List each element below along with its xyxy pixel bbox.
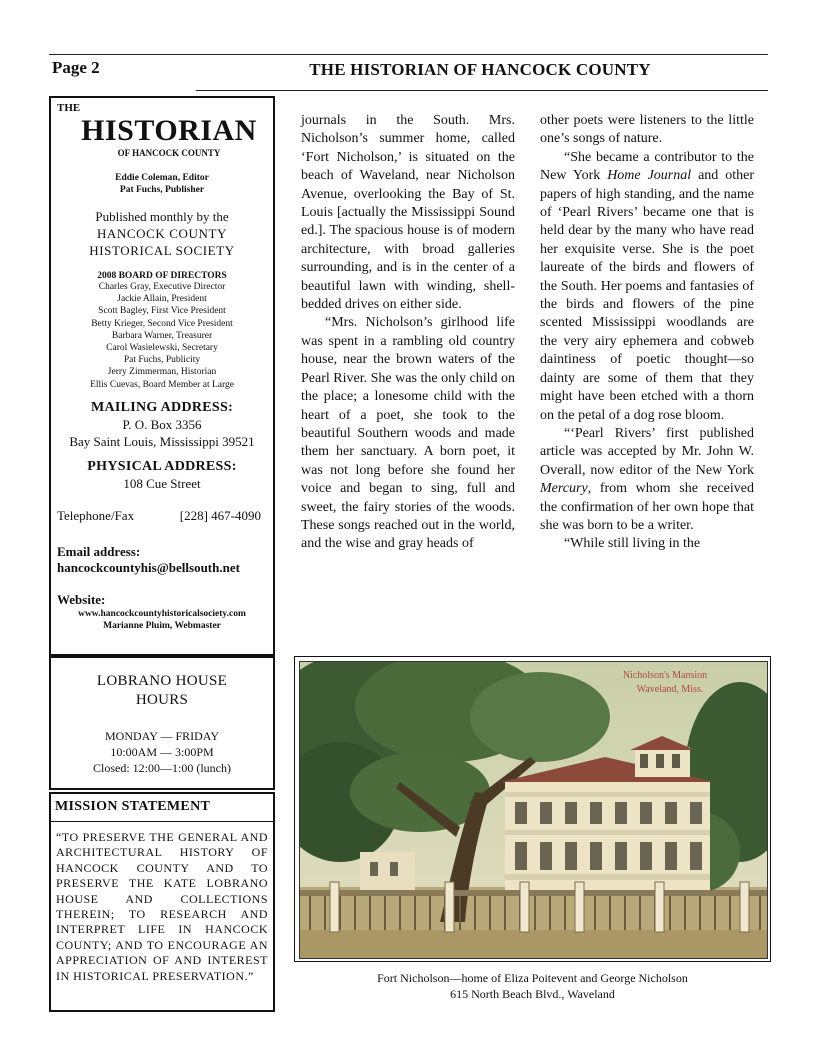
article-paragraph: “Mrs. Nicholson’s girlhood life was spent in a rambling old country house, near the brown waters of the Pearl River. She was the only child on the place; a lonesome child with the heart of a poet, she took to the beautiful Southern woods and made them her sanctuary. A born poet, it was not long before she found her voice and began to sing, full and sweet, the fairy stories of the woods. These songs reached out in the world, and the wise and gray heads of — [301, 315, 515, 552]
mailing-line-2: Bay Saint Louis, Mississippi 39521 — [69, 433, 255, 449]
publisher-line: Pat Fuchs, Publisher — [119, 185, 205, 195]
text-run: and other papers of high standing, and the name of ‘Pearl Rivers’ became one that is held dear by the many who have read her exquisite verse. She is the poet laureate of the birds and flowers of the South. Her poems and fantasies of the birds and flowers of the pine scented Mississippi woodlands are the very airy ephemera and cobweb daintiness of poetic thought—so dainty are some of them that they might have been etched with a thorn on the petal of a dog rose bloom. — [540, 168, 754, 423]
phone-row — [57, 508, 267, 524]
phone-number[interactable]: [228] 467-4090 — [179, 507, 261, 523]
hours-days: MONDAY — FRIDAY — [104, 729, 220, 743]
postcard-photo-frame — [294, 656, 771, 962]
email-link[interactable]: hancockcountyhis@bellsouth.net — [57, 559, 240, 575]
board-member: Ellis Cuevas, Board Member at Large — [90, 379, 234, 390]
article-column-1 — [301, 112, 515, 554]
mailing-heading: MAILING ADDRESS: — [90, 399, 234, 415]
board-member: Betty Krieger, Second Vice President — [91, 318, 233, 329]
mission-box — [49, 792, 275, 1012]
logo-the: THE — [57, 102, 81, 114]
photo-caption — [294, 970, 771, 1002]
physical-heading: PHYSICAL ADDRESS: — [87, 458, 237, 474]
board-member: Carol Wasielewski, Secretary — [106, 343, 218, 354]
website-label: Website: — [57, 591, 106, 607]
board-member: Charles Gray, Executive Director — [98, 282, 226, 292]
hours-box — [49, 656, 275, 790]
article-paragraph: “While still living in the — [564, 536, 701, 552]
article-paragraph — [540, 149, 754, 425]
board-list — [57, 281, 267, 391]
board-member: Pat Fuchs, Publicity — [123, 355, 201, 366]
logo-historian: HISTORIAN — [81, 114, 257, 147]
editors — [57, 172, 267, 196]
board-member: Jerry Zimmerman, Historian — [107, 367, 217, 378]
mission-title: MISSION STATEMENT — [51, 794, 273, 822]
article-column-2 — [540, 112, 754, 554]
text-run: “‘Pearl Rivers’ first published article was accepted by Mr. John W. Overall, now editor of the New York — [540, 425, 754, 478]
article-paragraph: other poets were listeners to the little one’s songs of nature. — [540, 113, 754, 147]
board-member: Scott Bagley, First Vice President — [98, 306, 226, 317]
postcard-place-text: Waveland, Miss. — [636, 684, 704, 695]
board-member: Barbara Warner, Treasurer — [111, 330, 213, 341]
published-line-3: HISTORICAL SOCIETY — [89, 243, 235, 258]
board-member: Jackie Allain, President — [117, 294, 207, 305]
mission-text: “TO PRESERVE THE GENERAL AND ARCHITECTURAL HISTORY OF HANCOCK COUNTY AND TO PRESERVE THE KATE LOBRANO HOUSE AND COLLECTIONS THEREIN; TO RESEARCH AND INTERPRET LIFE IN HANCOCK COUNTY; AND TO ENCOURAGE AN APPRECIATION OF AND INTEREST IN HISTORICAL PRESERVATION.” — [56, 830, 268, 983]
caption-line-1: Fort Nicholson—home of Eliza Poitevent and George Nicholson — [377, 971, 688, 985]
italic-title: Home Journal — [607, 168, 692, 184]
phone-label: Telephone/Fax — [57, 507, 135, 523]
newsletter-info-box — [49, 96, 275, 656]
text-run: “She became a contributor to the New York — [540, 149, 754, 184]
published-by — [57, 208, 267, 259]
hours-times: 10:00AM — 3:00PM — [110, 745, 214, 759]
hours-title-1: LOBRANO HOUSE — [96, 673, 228, 689]
masthead-title: THE HISTORIAN OF HANCOCK COUNTY — [309, 60, 651, 79]
masthead-rule — [196, 90, 768, 91]
hours-closed: Closed: 12:00—1:00 (lunch) — [93, 761, 231, 775]
postcard-title-text: Nicholson's Mansion — [622, 670, 708, 681]
logo-county: OF HANCOCK COUNTY — [117, 148, 221, 158]
fort-nicholson-postcard-image — [299, 661, 768, 959]
italic-title: Mercury — [540, 481, 588, 497]
page-number: Page 2 — [52, 58, 100, 77]
board-title: 2008 BOARD OF DIRECTORS — [97, 271, 227, 281]
published-line-1: Published monthly by the — [95, 209, 229, 224]
editor-line: Eddie Coleman, Editor — [115, 173, 209, 183]
mailing-line-1: P. O. Box 3356 — [122, 416, 202, 432]
website-link[interactable]: www.hancockcountyhistoricalsociety.com — [78, 608, 246, 619]
email-label: Email address: — [57, 543, 141, 559]
article-paragraph — [540, 425, 754, 535]
top-rule — [49, 54, 768, 55]
hours-title-2: HOURS — [135, 692, 189, 708]
published-line-2: HANCOCK COUNTY — [96, 226, 228, 241]
webmaster-line: Marianne Pluim, Webmaster — [103, 620, 221, 631]
article-paragraph: journals in the South. Mrs. Nicholson’s summer home, called ‘Fort Nicholson,’ is situated on the beach of Waveland, near Nicholson Avenue, overlooking the Bay of St. Louis [actually the Mississippi Sound ed.]. The spacious house is of modern architecture, with broad galleries surrounding, and is in the center of a beautiful lawn with winding, shell-bedded drives on either side. — [301, 113, 515, 313]
text-run: , from whom she received the confirmation of her own hope that she was born to be a writer. — [540, 481, 754, 533]
physical-line-1: 108 Cue Street — [123, 475, 201, 491]
caption-line-2: 615 North Beach Blvd., Waveland — [450, 987, 615, 1001]
